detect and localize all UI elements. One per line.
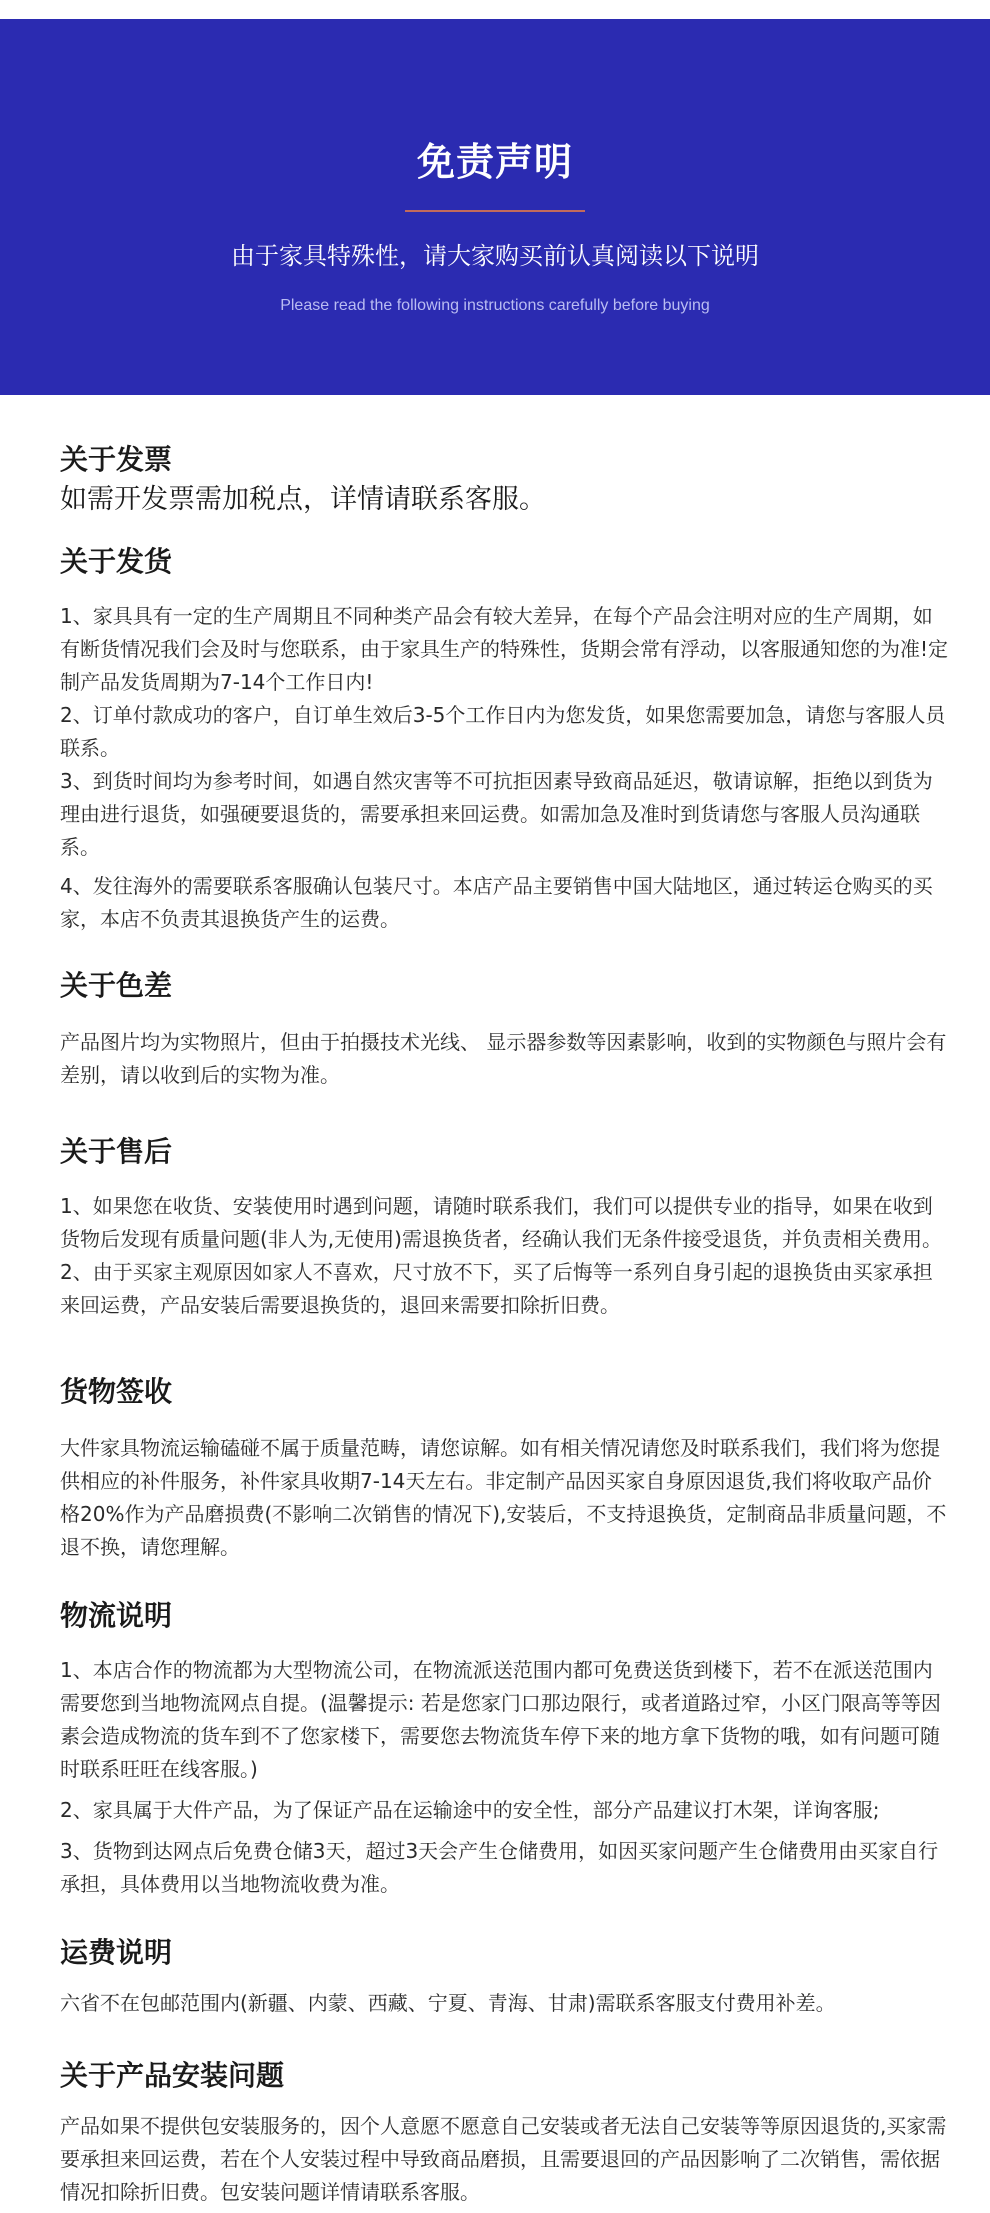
section-heading: 关于色差 bbox=[60, 969, 173, 1002]
section-text: 六省不在包邮范围内(新疆、内蒙、西藏、宁夏、青海、甘肃)需联系客服支付费用补差。 bbox=[60, 1991, 836, 2015]
disclaimer-content bbox=[60, 440, 950, 2209]
list-item: 2、订单付款成功的客户，自订单生效后3-5个工作日内为您发货，如果您需要加急，请您与客服人员联系。 bbox=[60, 703, 946, 760]
section-heading: 运费说明 bbox=[60, 1936, 173, 1969]
header-banner bbox=[0, 19, 990, 395]
page-subtitle-english: Please read the following instructions carefully before buying bbox=[280, 297, 710, 314]
section-heading: 关于发票 bbox=[60, 443, 173, 476]
section-logistics bbox=[60, 1596, 950, 1901]
list-item: 2、家具属于大件产品，为了保证产品在运输途中的安全性，部分产品建议打木架，详询客服; bbox=[60, 1798, 880, 1822]
section-heading: 物流说明 bbox=[60, 1599, 173, 1632]
section-heading: 关于发货 bbox=[60, 545, 173, 578]
section-text: 产品图片均为实物照片，但由于拍摄技术光线、 显示器参数等因素影响，收到的实物颜色与照片会有差别，请以收到后的实物为准。 bbox=[60, 1030, 947, 1087]
list-item: 4、发往海外的需要联系客服确认包装尺寸。本店产品主要销售中国大陆地区，通过转运仓购买的买家，本店不负责其退换货产生的运费。 bbox=[60, 874, 933, 931]
section-installation bbox=[60, 2056, 950, 2209]
section-text: 产品如果不提供包安装服务的，因个人意愿不愿意自己安装或者无法自己安装等等原因退货的,买家需要承担来回运费，若在个人安装过程中导致商品磨损，且需要退回的产品因影响了二次销售，需依据情况扣除折旧费。包安装问题详情请联系客服。 bbox=[60, 2114, 947, 2204]
title-divider bbox=[405, 210, 585, 212]
section-color bbox=[60, 966, 950, 1092]
section-invoice bbox=[60, 440, 950, 520]
section-heading: 关于产品安装问题 bbox=[60, 2059, 285, 2092]
list-item: 3、货物到达网点后免费仓储3天，超过3天会产生仓储费用，如因买家问题产生仓储费用由买家自行承担，具体费用以当地物流收费为准。 bbox=[60, 1839, 939, 1896]
list-item: 2、由于买家主观原因如家人不喜欢，尺寸放不下，买了后悔等一系列自身引起的退换货由买家承担来回运费，产品安装后需要退换货的，退回来需要扣除折旧费。 bbox=[60, 1260, 933, 1317]
section-freight bbox=[60, 1933, 950, 2020]
section-text: 大件家具物流运输磕碰不属于质量范畴，请您谅解。如有相关情况请您及时联系我们，我们将为您提供相应的补件服务，补件家具收期7-14天左右。非定制产品因买家自身原因退货,我们将收取产品价格20%作为产品磨损费(不影响二次销售的情况下),安装后，不支持退换货，定制商品非质量问题，不退不换，请您理解。 bbox=[60, 1436, 947, 1559]
section-text: 如需开发票需加税点，详情请联系客服。 bbox=[60, 484, 546, 515]
section-shipping bbox=[60, 542, 950, 936]
list-item: 3、到货时间均为参考时间，如遇自然灾害等不可抗拒因素导致商品延迟，敬请谅解，拒绝以到货为理由进行退货，如强硬要退货的，需要承担来回运费。如需加急及准时到货请您与客服人员沟通联系。 bbox=[60, 769, 933, 859]
page-subtitle: 由于家具特殊性，请大家购买前认真阅读以下说明 bbox=[231, 242, 759, 270]
section-receipt bbox=[60, 1372, 950, 1564]
list-item: 1、本店合作的物流都为大型物流公司，在物流派送范围内都可免费送货到楼下，若不在派送范围内需要您到当地物流网点自提。(温馨提示: 若是您家门口那边限行，或者道路过窄，小区门限高等等因素会造成物流的货车到不了您家楼下，需要您去物流货车停下来的地方拿下货物的哦，如有问题可随时联系旺旺在线客服。) bbox=[60, 1658, 941, 1781]
top-strip bbox=[0, 0, 990, 19]
section-after-sales bbox=[60, 1132, 950, 1322]
list-item: 1、家具具有一定的生产周期且不同种类产品会有较大差异，在每个产品会注明对应的生产周期，如有断货情况我们会及时与您联系，由于家具生产的特殊性，货期会常有浮动，以客服通知您的为准!定制产品发货周期为7-14个工作日内! bbox=[60, 604, 949, 694]
section-heading: 关于售后 bbox=[60, 1135, 173, 1168]
section-heading: 货物签收 bbox=[60, 1375, 173, 1408]
page-title: 免责声明 bbox=[416, 140, 573, 184]
list-item: 1、如果您在收货、安装使用时遇到问题，请随时联系我们，我们可以提供专业的指导，如果在收到货物后发现有质量问题(非人为,无使用)需退换货者，经确认我们无条件接受退货，并负责相关费用。 bbox=[60, 1194, 942, 1251]
